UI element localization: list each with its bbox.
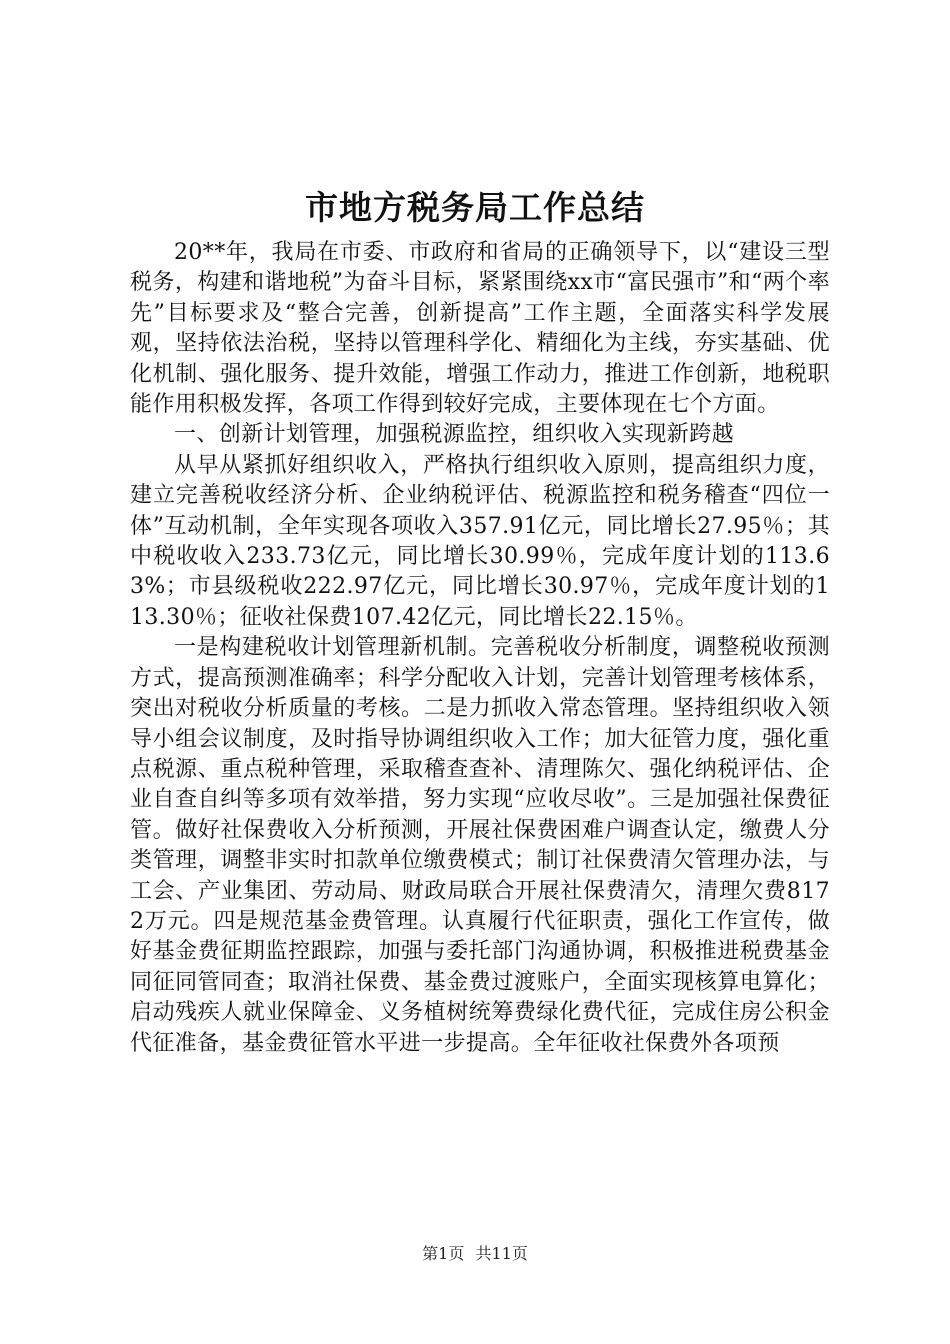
page-number: 第1页 bbox=[422, 1244, 465, 1263]
document-title: 市地方税务局工作总结 bbox=[305, 188, 645, 227]
page-footer bbox=[0, 1242, 950, 1266]
paragraph-revenue: 从早从紧抓好组织收入，严格执行组织收入原则，提高组织力度，建立完善税收经济分析、企业纳税评估、税源监控和税务稽查“四位一体”互动机制，全年实现各项收入357.91亿元，同比增长27.95％；其中税收收入233.73亿元，同比增长30.99％，完成年度计划的113.63%；市县级税收222.97亿元，同比增长30.97％，完成年度计划的113.30％；征收社保费107.42亿元，同比增长22.15％。 bbox=[130, 452, 830, 630]
paragraph-measures: 一是构建税收计划管理新机制。完善税收分析制度，调整税收预测方式，提高预测准确率；科学分配收入计划，完善计划管理考核体系，突出对税收分析质量的考核。二是力抓收入常态管理。坚持组织收入领导小组会议制度，及时指导协调组织收入工作；加大征管力度，强化重点税源、重点税种管理，采取稽查查补、清理陈欠、强化纳税评估、企业自查自纠等多项有效举措，努力实现“应收尽收”。三是加强社保费征管。做好社保费收入分析预测，开展社保费困难户调查认定，缴费人分类管理，调整非实时扣款单位缴费模式；制订社保费清欠管理办法，与工会、产业集团、劳动局、财政局联合开展社保费清欠，清理欠费8172万元。四是规范基金费管理。认真履行代征职责，强化工作宣传，做好基金费征期监控跟踪，加强与委托部门沟通协调，积极推进税费基金同征同管同查；取消社保费、基金费过渡账户，全面实现核算电算化；启动残疾人就业保障金、义务植树统筹费绿化费代征，完成住房公积金代征准备，基金费征管水平进一步提高。全年征收社保费外各项预 bbox=[130, 635, 830, 1056]
document-body bbox=[130, 238, 830, 1059]
section-heading-1: 一、创新计划管理，加强税源监控，组织收入实现新跨越 bbox=[174, 422, 735, 448]
total-pages: 共11页 bbox=[475, 1244, 528, 1263]
paragraph-intro: 20**年，我局在市委、市政府和省局的正确领导下，以“建设三型税务，构建和谐地税”为奋斗目标，紧紧围绕xx市“富民强市”和“两个率先”目标要求及“整合完善，创新提高”工作主题，全面落实科学发展观，坚持依法治税，坚持以管理科学化、精细化为主线，夯实基础、优化机制、强化服务、提升效能，增强工作动力，推进工作创新，地税职能作用积极发挥，各项工作得到较好完成，主要体现在七个方面。 bbox=[130, 240, 830, 418]
